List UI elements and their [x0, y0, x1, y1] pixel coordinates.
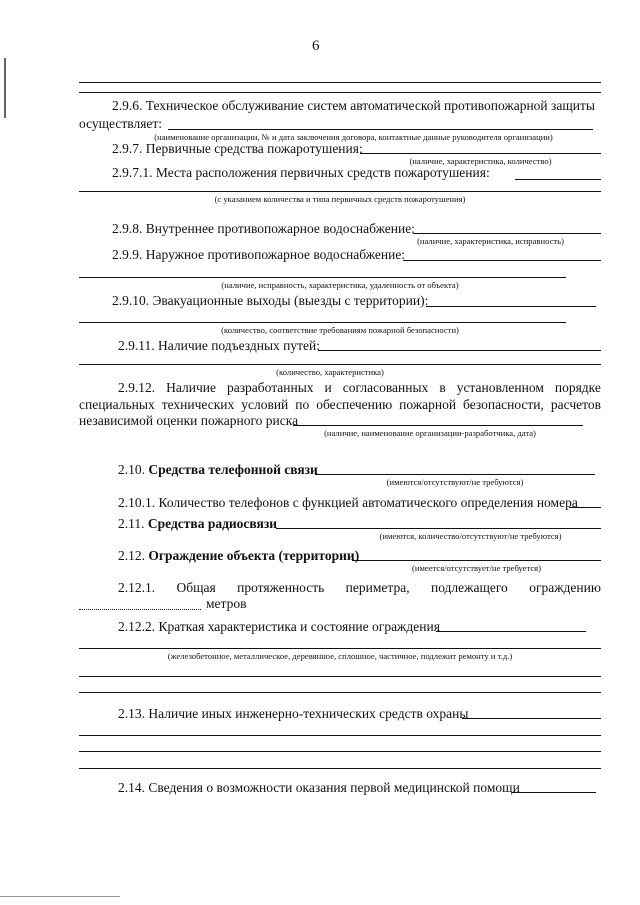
- s299-answer-line[interactable]: [403, 260, 601, 261]
- s299-hint: (наличие, исправность, характеристика, удаленность от объекта): [221, 280, 459, 290]
- s2122-label: 2.12.2. Краткая характеристика и состояние ограждения: [118, 619, 440, 634]
- s2122-answer-line[interactable]: [436, 631, 586, 632]
- s212-label: 2.12. Ограждение объекта (территории): [118, 548, 360, 563]
- s2911-label: 2.9.11. Наличие подъездных путей:: [118, 338, 321, 353]
- s211-answer-line[interactable]: [276, 528, 601, 529]
- s2121-answer-line[interactable]: [79, 609, 201, 610]
- s297-answer-line[interactable]: [360, 153, 601, 154]
- s210-answer-line[interactable]: [315, 474, 595, 475]
- s2910-label: 2.9.10. Эвакуационные выходы (выезды с территории):: [112, 293, 429, 308]
- s214-label: 2.14. Сведения о возможности оказания первой медицинской помощи: [118, 780, 520, 795]
- s213-answer-line[interactable]: [462, 718, 601, 719]
- s210-hint: (имеются/отсутствуют/не требуются): [386, 477, 524, 487]
- s296-hint: (наименование организации, № и дата заключения договора, контактные данные руководителя организации): [154, 132, 553, 142]
- s2912-line1: 2.9.12. Наличие разработанных и согласованных в установленном порядке: [118, 380, 601, 395]
- s298-label: 2.9.8. Внутреннее противопожарное водоснабжение:: [112, 221, 415, 236]
- s296-line1: 2.9.6. Техническое обслуживание систем автоматической противопожарной защиты: [112, 98, 595, 113]
- s213-label: 2.13. Наличие иных инженерно-технических средств охраны: [118, 706, 469, 721]
- s211-label: 2.11. Средства радиосвязи: [118, 516, 278, 531]
- blank-line: [79, 82, 601, 83]
- s214-answer-line[interactable]: [512, 792, 596, 793]
- blank-line[interactable]: [79, 735, 601, 736]
- s2121-line1: 2.12.1. Общая протяженность периметра, подлежащего ограждению: [118, 580, 601, 595]
- blank-line[interactable]: [79, 191, 601, 192]
- s2971-answer-line[interactable]: [515, 179, 601, 180]
- s2910-hint: (количество, соответствие требованиям пожарной безопасности): [221, 325, 459, 335]
- s2912-answer-line[interactable]: [293, 425, 583, 426]
- s2101-label: 2.10.1. Количество телефонов с функцией автоматического определения номера: [118, 495, 578, 510]
- s296-line2: осуществляет:: [79, 116, 163, 131]
- blank-line[interactable]: [79, 751, 601, 752]
- blank-line[interactable]: [79, 364, 601, 365]
- s211-hint: (имеются, количество/отсутствуют/не требуются): [379, 531, 562, 541]
- s2121-unit: метров: [206, 596, 247, 611]
- blank-line[interactable]: [79, 277, 566, 278]
- s2971-label: 2.9.7.1. Места расположения первичных средств пожаротушения:: [112, 165, 490, 180]
- s210-label: 2.10. Средства телефонной связи: [118, 462, 318, 477]
- blank-line[interactable]: [79, 648, 601, 649]
- blank-line[interactable]: [79, 692, 601, 693]
- blank-line[interactable]: [79, 322, 566, 323]
- scan-edge-mark: [0, 896, 120, 897]
- s298-hint: (наличие, характеристика, исправность): [417, 236, 564, 246]
- s297-hint: (наличие, характеристика, количество): [409, 156, 552, 166]
- s2912-line2: специальных технических условий по обеспечению пожарной безопасности, расчетов: [79, 397, 601, 412]
- scan-edge-mark: [4, 58, 6, 118]
- s296-answer-line[interactable]: [168, 129, 593, 130]
- s212-answer-line[interactable]: [352, 560, 601, 561]
- page-number: 6: [312, 38, 320, 54]
- s2122-hint: (железобетонное, металлическое, деревянное, сплошное, частичное, подлежит ремонту и т.д.): [167, 651, 513, 661]
- s2912-hint: (наличие, наименование организации-разработчика, дата): [324, 428, 536, 438]
- s2911-answer-line[interactable]: [318, 350, 601, 351]
- s298-answer-line[interactable]: [413, 233, 601, 234]
- blank-line: [79, 92, 601, 93]
- blank-line[interactable]: [79, 676, 601, 677]
- s2911-hint: (количество, характеристика): [276, 367, 384, 377]
- s212-hint: (имеется/отсутствует/не требуется): [412, 563, 541, 573]
- s297-label: 2.9.7. Первичные средства пожаротушения:: [112, 141, 363, 156]
- blank-line[interactable]: [79, 768, 601, 769]
- s299-label: 2.9.9. Наружное противопожарное водоснабжение:: [112, 247, 406, 262]
- s2912-line3: независимой оценки пожарного риска: [79, 413, 299, 428]
- s2910-answer-line[interactable]: [426, 306, 596, 307]
- s2101-answer-line[interactable]: [569, 507, 601, 508]
- s2971-hint: (с указанием количества и типа первичных средств пожаротушения): [214, 194, 466, 204]
